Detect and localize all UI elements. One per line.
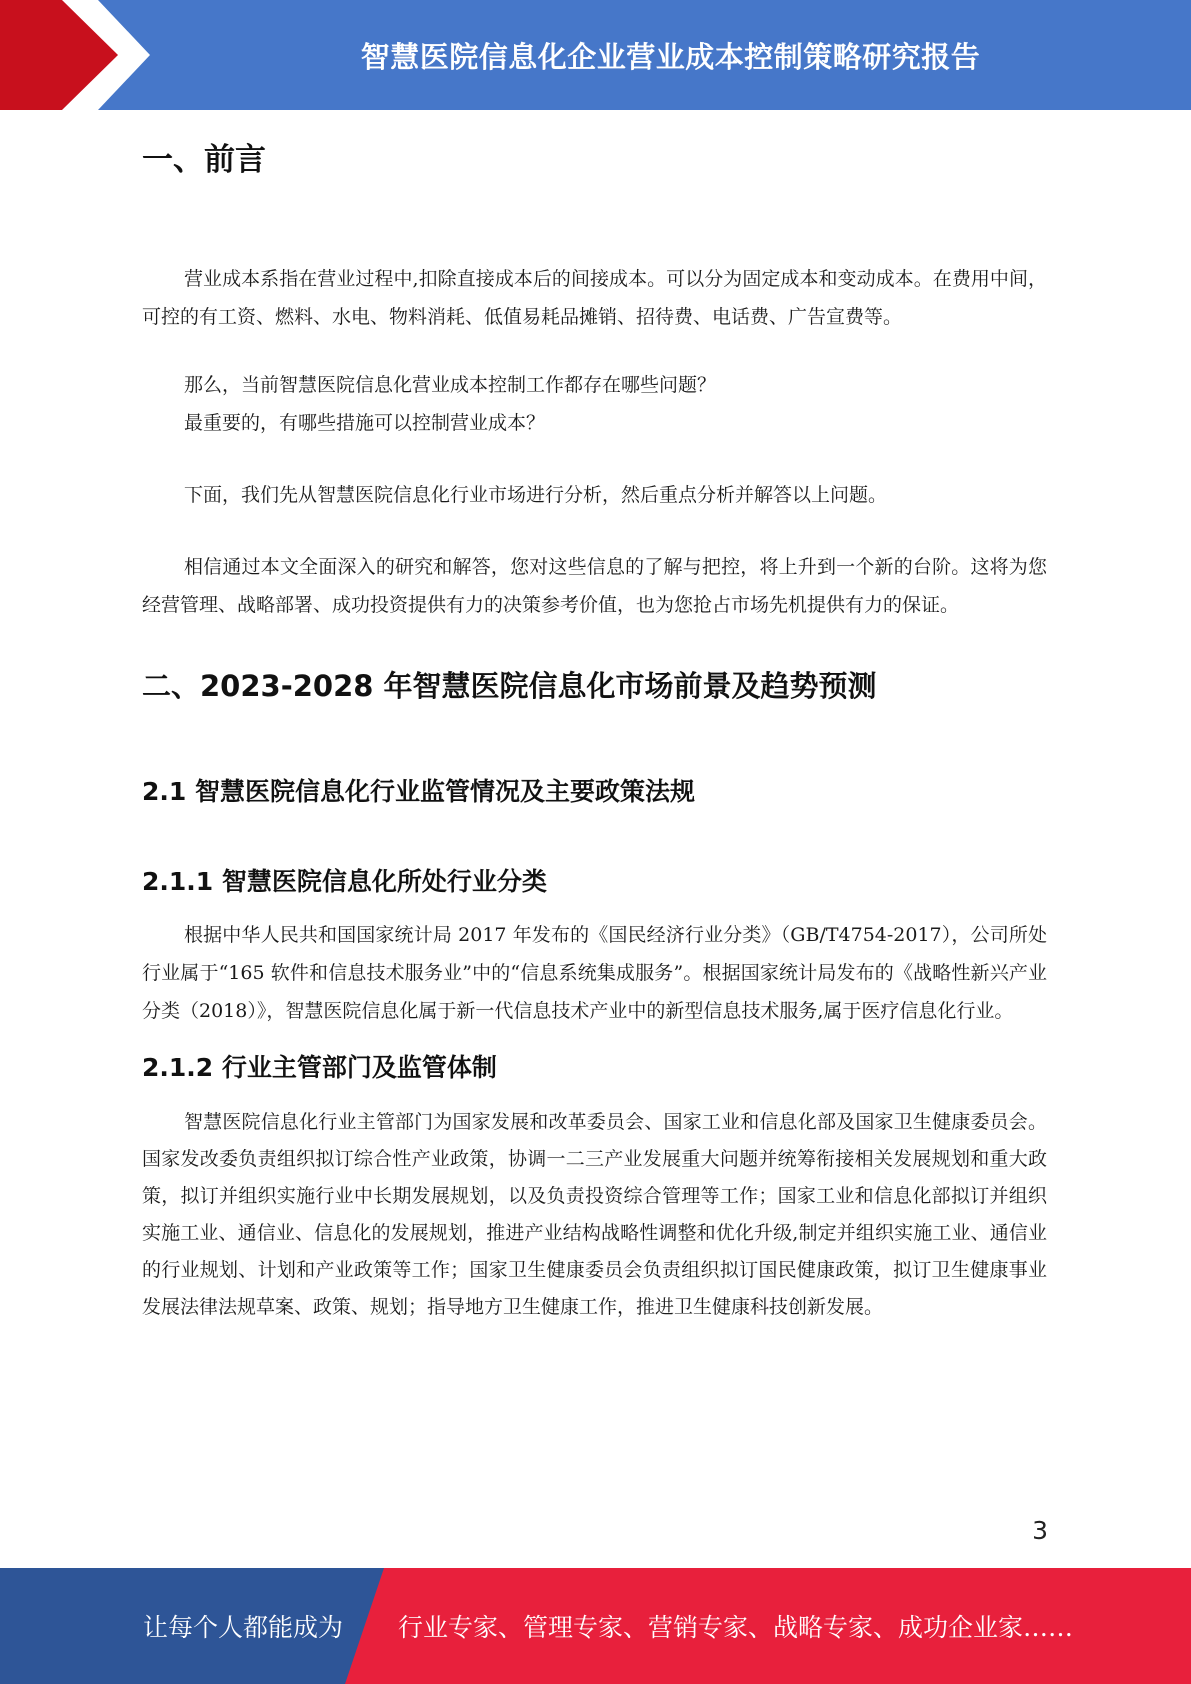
preface-heading: 一、前言: [142, 142, 266, 178]
preface-question-2: 最重要的，有哪些措施可以控制营业成本？: [184, 412, 546, 434]
report-header-banner: [0, 0, 1191, 110]
authority-heading: 2.1.2 行业主管部门及监管体制: [142, 1053, 497, 1082]
page-content: [142, 130, 1047, 1326]
classification-heading: 2.1.1 智慧医院信息化所处行业分类: [142, 867, 547, 896]
report-footer-banner: [0, 1568, 1191, 1684]
preface-paragraph-1: 营业成本系指在营业过程中,扣除直接成本后的间接成本。可以分为固定成本和变动成本。在费用中间，可控的有工资、燃料、水电、物料消耗、低值易耗品摊销、招待费、电话费、广告宣费等。: [142, 268, 1047, 328]
footer-slogan-left: 让每个人都能成为: [143, 1613, 344, 1642]
classification-paragraph: 根据中华人民共和国国家统计局 2017 年发布的《国民经济行业分类》（GB/T4754-2017），公司所处行业属于“165 软件和信息技术服务业”中的“信息系统集成服务”。根据国家统计局发布的《战略性新兴产业分类（2018）》，智慧医院信息化属于新一代信息技术产业中的新型信息技术服务,属于医疗信息化行业。: [142, 924, 1047, 1022]
authority-paragraph: 智慧医院信息化行业主管部门为国家发展和改革委员会、国家工业和信息化部及国家卫生健康委员会。国家发改委负责组织拟订综合性产业政策，协调一二三产业发展重大问题并统筹衔接相关发展规划和重大政策，拟订并组织实施行业中长期发展规划，以及负责投资综合管理等工作；国家工业和信息化部拟订并组织实施工业、通信业、信息化的发展规划，推进产业结构战略性调整和优化升级,制定并组织实施工业、通信业的行业规划、计划和产业政策等工作；国家卫生健康委员会负责组织拟订国民健康政策，拟订卫生健康事业发展法律法规草案、政策、规划；指导地方卫生健康工作，推进卫生健康科技创新发展。: [142, 1111, 1047, 1318]
preface-paragraph-4: 相信通过本文全面深入的研究和解答，您对这些信息的了解与把控，将上升到一个新的台阶。这将为您经营管理、战略部署、成功投资提供有力的决策参考价值，也为您抢占市场先机提供有力的保证。: [142, 556, 1047, 616]
footer-slogan-right: 行业专家、管理专家、营销专家、战略专家、成功企业家……: [398, 1613, 1074, 1642]
preface-paragraph-3: 下面，我们先从智慧医院信息化行业市场进行分析，然后重点分析并解答以上问题。: [184, 484, 888, 506]
report-title: 智慧医院信息化企业营业成本控制策略研究报告: [360, 39, 981, 74]
market-section-heading: 二、2023-2028 年智慧医院信息化市场前景及趋势预测: [142, 669, 877, 703]
page-number: 3: [1032, 1516, 1048, 1545]
preface-question-1: 那么，当前智慧医院信息化营业成本控制工作都存在哪些问题？: [184, 374, 717, 396]
regulation-subsection-heading: 2.1 智慧医院信息化行业监管情况及主要政策法规: [142, 777, 695, 806]
